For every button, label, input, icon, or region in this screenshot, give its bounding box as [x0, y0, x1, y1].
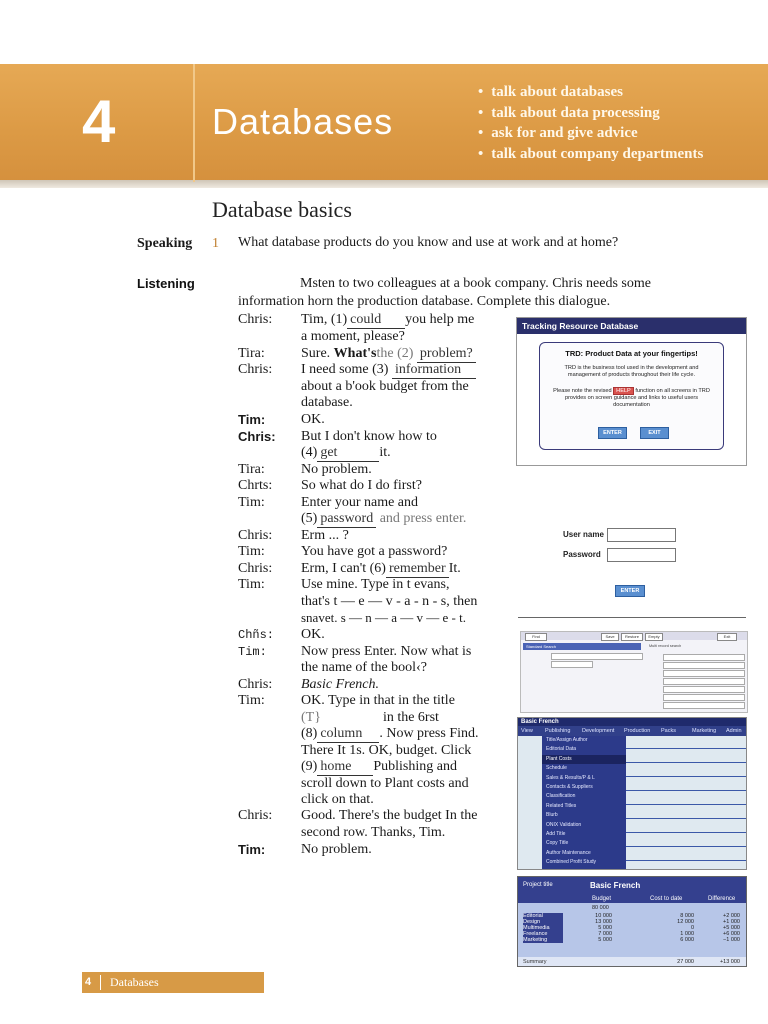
- dialogue-line: Tim, (1) could you help me: [301, 312, 475, 327]
- answer-blank[interactable]: column: [317, 726, 379, 743]
- tab-packs[interactable]: Packs: [661, 728, 676, 734]
- project-title-value: Basic French: [590, 881, 641, 890]
- dialogue-line: (8) column . Now press Find.: [301, 726, 479, 741]
- difference-values: [714, 913, 740, 943]
- footer-divider: [100, 975, 101, 990]
- dialogue-line: Good. There's the budget In the: [301, 808, 478, 823]
- answer-blank[interactable]: could: [347, 312, 405, 329]
- tab-publishing[interactable]: Publishing: [545, 728, 571, 734]
- dialogue-line: So what do I do first?: [301, 478, 422, 493]
- column-cost-to-date: Cost to date: [650, 896, 683, 902]
- dialogue-line: (5) password and press enter.: [301, 511, 467, 526]
- menu-item[interactable]: Schedule: [546, 765, 567, 772]
- grid-line: [626, 790, 746, 791]
- row-label: Editorial: [523, 913, 543, 919]
- menu-item[interactable]: Add Title: [546, 831, 566, 837]
- cost-values: [668, 913, 694, 943]
- speaker-label: Tim:: [238, 842, 266, 857]
- page-number: 4: [85, 976, 92, 988]
- dialogue-line: scroll down to Plant costs and: [301, 776, 469, 791]
- dialogue-line: database.: [301, 395, 353, 410]
- budget-rows: [518, 903, 746, 957]
- row-label: Freelance: [523, 931, 548, 937]
- menu-window-title: Basic French: [518, 718, 746, 726]
- budget-table-screenshot: [517, 876, 747, 967]
- dialogue-line: that's t — e — v - a - n - s, then: [301, 594, 478, 609]
- dialogue-line: (9) home Publishing and: [301, 759, 457, 774]
- publishing-menu-screenshot: [517, 717, 747, 870]
- speaker-label: Tira:: [238, 462, 265, 477]
- speaker-label: Chris:: [238, 808, 273, 823]
- multi-search-label: Multi record search: [649, 644, 682, 648]
- answer-blank[interactable]: home: [317, 759, 373, 776]
- menu-item[interactable]: Copy Title: [546, 840, 569, 847]
- dialogue-line: (T} in the 6rst: [301, 710, 439, 725]
- row-label: Design: [523, 919, 541, 925]
- answer-blank[interactable]: remember: [386, 561, 449, 578]
- speaker-label: Chris:: [238, 677, 273, 692]
- cell: +6 000: [723, 931, 740, 937]
- row-labels: [523, 913, 563, 943]
- dialogue-line: the name of the bool‹?: [301, 660, 427, 675]
- window-title-bar: Tracking Resource Database: [517, 318, 746, 334]
- dialogue-line: OK.: [301, 412, 325, 427]
- section-title: Database basics: [212, 197, 352, 222]
- cell: 0: [690, 925, 694, 931]
- password-label: Password: [563, 550, 601, 559]
- cell: 5 000: [598, 937, 612, 943]
- enter-button[interactable]: ENTER: [598, 427, 627, 439]
- dialogue-line: Erm ... ?: [301, 528, 349, 543]
- help-button[interactable]: HELP: [613, 387, 634, 395]
- find-button[interactable]: Find: [525, 633, 547, 641]
- trd-help-note: Please note the revised HELP function on all screens in TRD provides on screen guidance and links to useful users documentation: [553, 388, 710, 408]
- unit-number: 4: [82, 88, 116, 155]
- dialogue-line: Use mine. Type in t evans,: [301, 577, 450, 592]
- cell: 6 000: [680, 937, 694, 943]
- tab-production[interactable]: Production: [624, 728, 651, 734]
- menu-item[interactable]: Combined Profit Study: [546, 859, 597, 866]
- cell: 1 000: [680, 931, 694, 937]
- dialogue-line: Enter your name and: [301, 495, 419, 510]
- menu-item[interactable]: ONIX Validation: [546, 821, 582, 828]
- menu-item-plant-costs[interactable]: Plant Costs: [542, 755, 626, 764]
- grid-line: [626, 860, 746, 861]
- column-difference: Difference: [708, 896, 736, 902]
- menu-item[interactable]: Sales & Results/P & L: [546, 774, 595, 781]
- exit-button[interactable]: Exit: [717, 633, 737, 641]
- standard-search-bar: Standard Search: [523, 643, 641, 650]
- budget-values: [590, 913, 612, 943]
- cell: +2 000: [723, 913, 740, 919]
- menu-item[interactable]: Title/Assign Author: [546, 737, 588, 743]
- save-button[interactable]: Save: [601, 633, 619, 641]
- speaker-label: Tim:: [238, 544, 265, 559]
- listening-label: Listening: [137, 276, 195, 291]
- dialogue-line: second row. Thanks, Tim.: [301, 825, 446, 840]
- dialogue-line: Sure. What'sthe (2) problem?: [301, 346, 476, 363]
- dialogue-line: about a b'ook budget from the: [301, 379, 469, 394]
- grid-line: [626, 818, 746, 819]
- grid-line: [626, 832, 746, 833]
- answer-blank[interactable]: get: [317, 445, 379, 462]
- dialogue-line: click on that.: [301, 792, 374, 807]
- dialogue-line: (4) get it.: [301, 445, 391, 460]
- answer-blank[interactable]: password: [317, 511, 376, 528]
- exercise-number: 1: [212, 236, 219, 251]
- speaker-label: Chris:: [238, 561, 273, 576]
- speaker-label: Chris:: [238, 312, 273, 327]
- menu-item[interactable]: Editorial Data: [546, 746, 577, 753]
- row-label: Multimedia: [523, 925, 550, 931]
- dialogue-line: Now press Enter. Now what is: [301, 644, 472, 659]
- objective-item: • talk about company departments: [478, 144, 703, 165]
- cell: 10 000: [595, 913, 612, 919]
- tab-development[interactable]: Development: [582, 728, 615, 734]
- budget-summary-row: [518, 957, 746, 966]
- dialogue-line: OK.: [301, 627, 325, 642]
- column-budget: Budget: [592, 896, 612, 902]
- search-field[interactable]: [663, 662, 745, 669]
- objective-item: • talk about data processing: [478, 103, 703, 124]
- restore-button[interactable]: Restore: [621, 633, 643, 641]
- speaker-label: Chris:: [238, 429, 276, 444]
- search-field[interactable]: [663, 678, 745, 685]
- cell: 12 000: [677, 919, 694, 925]
- tab-marketing[interactable]: Marketing: [692, 728, 717, 734]
- speaker-label: Chris:: [238, 362, 273, 377]
- password-field[interactable]: [607, 548, 676, 562]
- search-field[interactable]: [551, 661, 593, 668]
- cell: 7 000: [598, 931, 612, 937]
- dialogue-line: But I don't know how to: [301, 429, 437, 444]
- objective-item: • talk about databases: [478, 82, 703, 103]
- speaking-label: Speaking: [137, 236, 193, 251]
- dialogue-line: You have got a password?: [301, 544, 448, 559]
- banner-shadow: [0, 180, 768, 188]
- cell: +5 000: [723, 925, 740, 931]
- search-field[interactable]: [663, 694, 745, 701]
- grid-line: [626, 748, 746, 749]
- search-field[interactable]: [663, 670, 745, 677]
- search-toolbar: [521, 632, 747, 640]
- grid-line: [626, 846, 746, 847]
- trd-heading: TRD: Product Data at your fingertips!: [565, 349, 698, 358]
- speaker-label: Tim:: [238, 495, 265, 510]
- trd-welcome-screenshot: [516, 317, 747, 466]
- speaker-label: Tim:: [238, 645, 267, 659]
- search-field[interactable]: [663, 654, 745, 661]
- divider: [518, 617, 746, 618]
- banner-divider: [193, 64, 195, 182]
- trd-welcome-box: [539, 342, 724, 450]
- speaker-label: Tira:: [238, 346, 265, 361]
- user-name-field[interactable]: [607, 528, 676, 542]
- menu-item[interactable]: Contacts & Suppliers: [546, 784, 593, 790]
- dialogue-line: OK. Type in that in the title: [301, 693, 455, 708]
- dialogue-line: No problem.: [301, 842, 372, 857]
- search-field[interactable]: [663, 702, 745, 709]
- empty-button[interactable]: Empty: [645, 633, 663, 641]
- speaker-label: Tim:: [238, 693, 265, 708]
- menu-item[interactable]: Blurb: [546, 812, 558, 819]
- speaker-label: Tim:: [238, 577, 265, 592]
- tab-view[interactable]: View: [521, 728, 533, 734]
- dialogue-line: No problem.: [301, 462, 372, 477]
- dialogue-line: Erm, I can't (6) remember It.: [301, 561, 461, 576]
- menu-item[interactable]: Related Titles: [546, 802, 577, 809]
- tab-admin[interactable]: Admin: [726, 728, 742, 734]
- budget-header: [518, 877, 746, 902]
- trd-description: TRD is the business tool used in the development and management of products throughout their life cycle.: [564, 365, 699, 378]
- cell: 5 000: [598, 925, 612, 931]
- speaker-label: Tim:: [238, 412, 266, 427]
- objective-item: • ask for and give advice: [478, 123, 703, 144]
- row-label: Marketing: [523, 937, 548, 943]
- dialogue-line: I need some (3) information: [301, 362, 476, 379]
- dialogue-line: snavet. s — n — a — v — e - t.: [301, 610, 467, 625]
- grid-line: [626, 762, 746, 763]
- menu-tab-bar: [518, 726, 746, 736]
- search-field[interactable]: [663, 686, 745, 693]
- dialogue-line: a moment, please?: [301, 329, 405, 344]
- cell: 13 000: [595, 919, 612, 925]
- user-name-label: User name: [563, 530, 604, 539]
- exit-button[interactable]: EXIT: [640, 427, 669, 439]
- listening-instructions: Msten to two colleagues at a book company. Chris needs some information horn the production database. Complete this dialogue.: [238, 276, 651, 309]
- answer-blank[interactable]: problem?: [417, 346, 476, 363]
- dialogue-line: Basic French.: [301, 677, 380, 692]
- unit-title: Databases: [212, 101, 394, 142]
- summary-cost: 27 000: [677, 959, 694, 965]
- summary-label: Summary: [523, 959, 547, 965]
- total-budget: 80 000: [592, 905, 609, 911]
- cell: −1 000: [723, 937, 740, 943]
- menu-item[interactable]: Classification: [546, 793, 576, 800]
- dialogue-line: There It 1s. OK, budget. Click: [301, 743, 472, 758]
- speaking-question: What database products do you know and use at work and at home?: [238, 235, 619, 250]
- search-form-screenshot: [520, 631, 748, 713]
- menu-item[interactable]: Author Maintenance: [546, 849, 591, 856]
- project-title-label: Project title: [523, 882, 553, 888]
- search-field[interactable]: [551, 653, 643, 660]
- footer-unit-title: Databases: [110, 975, 159, 989]
- grid-line: [626, 804, 746, 805]
- page-footer: [82, 972, 264, 993]
- speaker-label: Chñs:: [238, 628, 275, 642]
- cell: +1 000: [723, 919, 740, 925]
- cell: 8 000: [680, 913, 694, 919]
- speaker-label: Chrts:: [238, 478, 273, 493]
- unit-objectives: [478, 82, 703, 164]
- summary-difference: +13 000: [719, 959, 740, 965]
- speaker-label: Chris:: [238, 528, 273, 543]
- login-enter-button[interactable]: ENTER: [615, 585, 645, 597]
- answer-blank[interactable]: information: [392, 362, 476, 379]
- grid-line: [626, 776, 746, 777]
- publishing-dropdown: [542, 736, 626, 869]
